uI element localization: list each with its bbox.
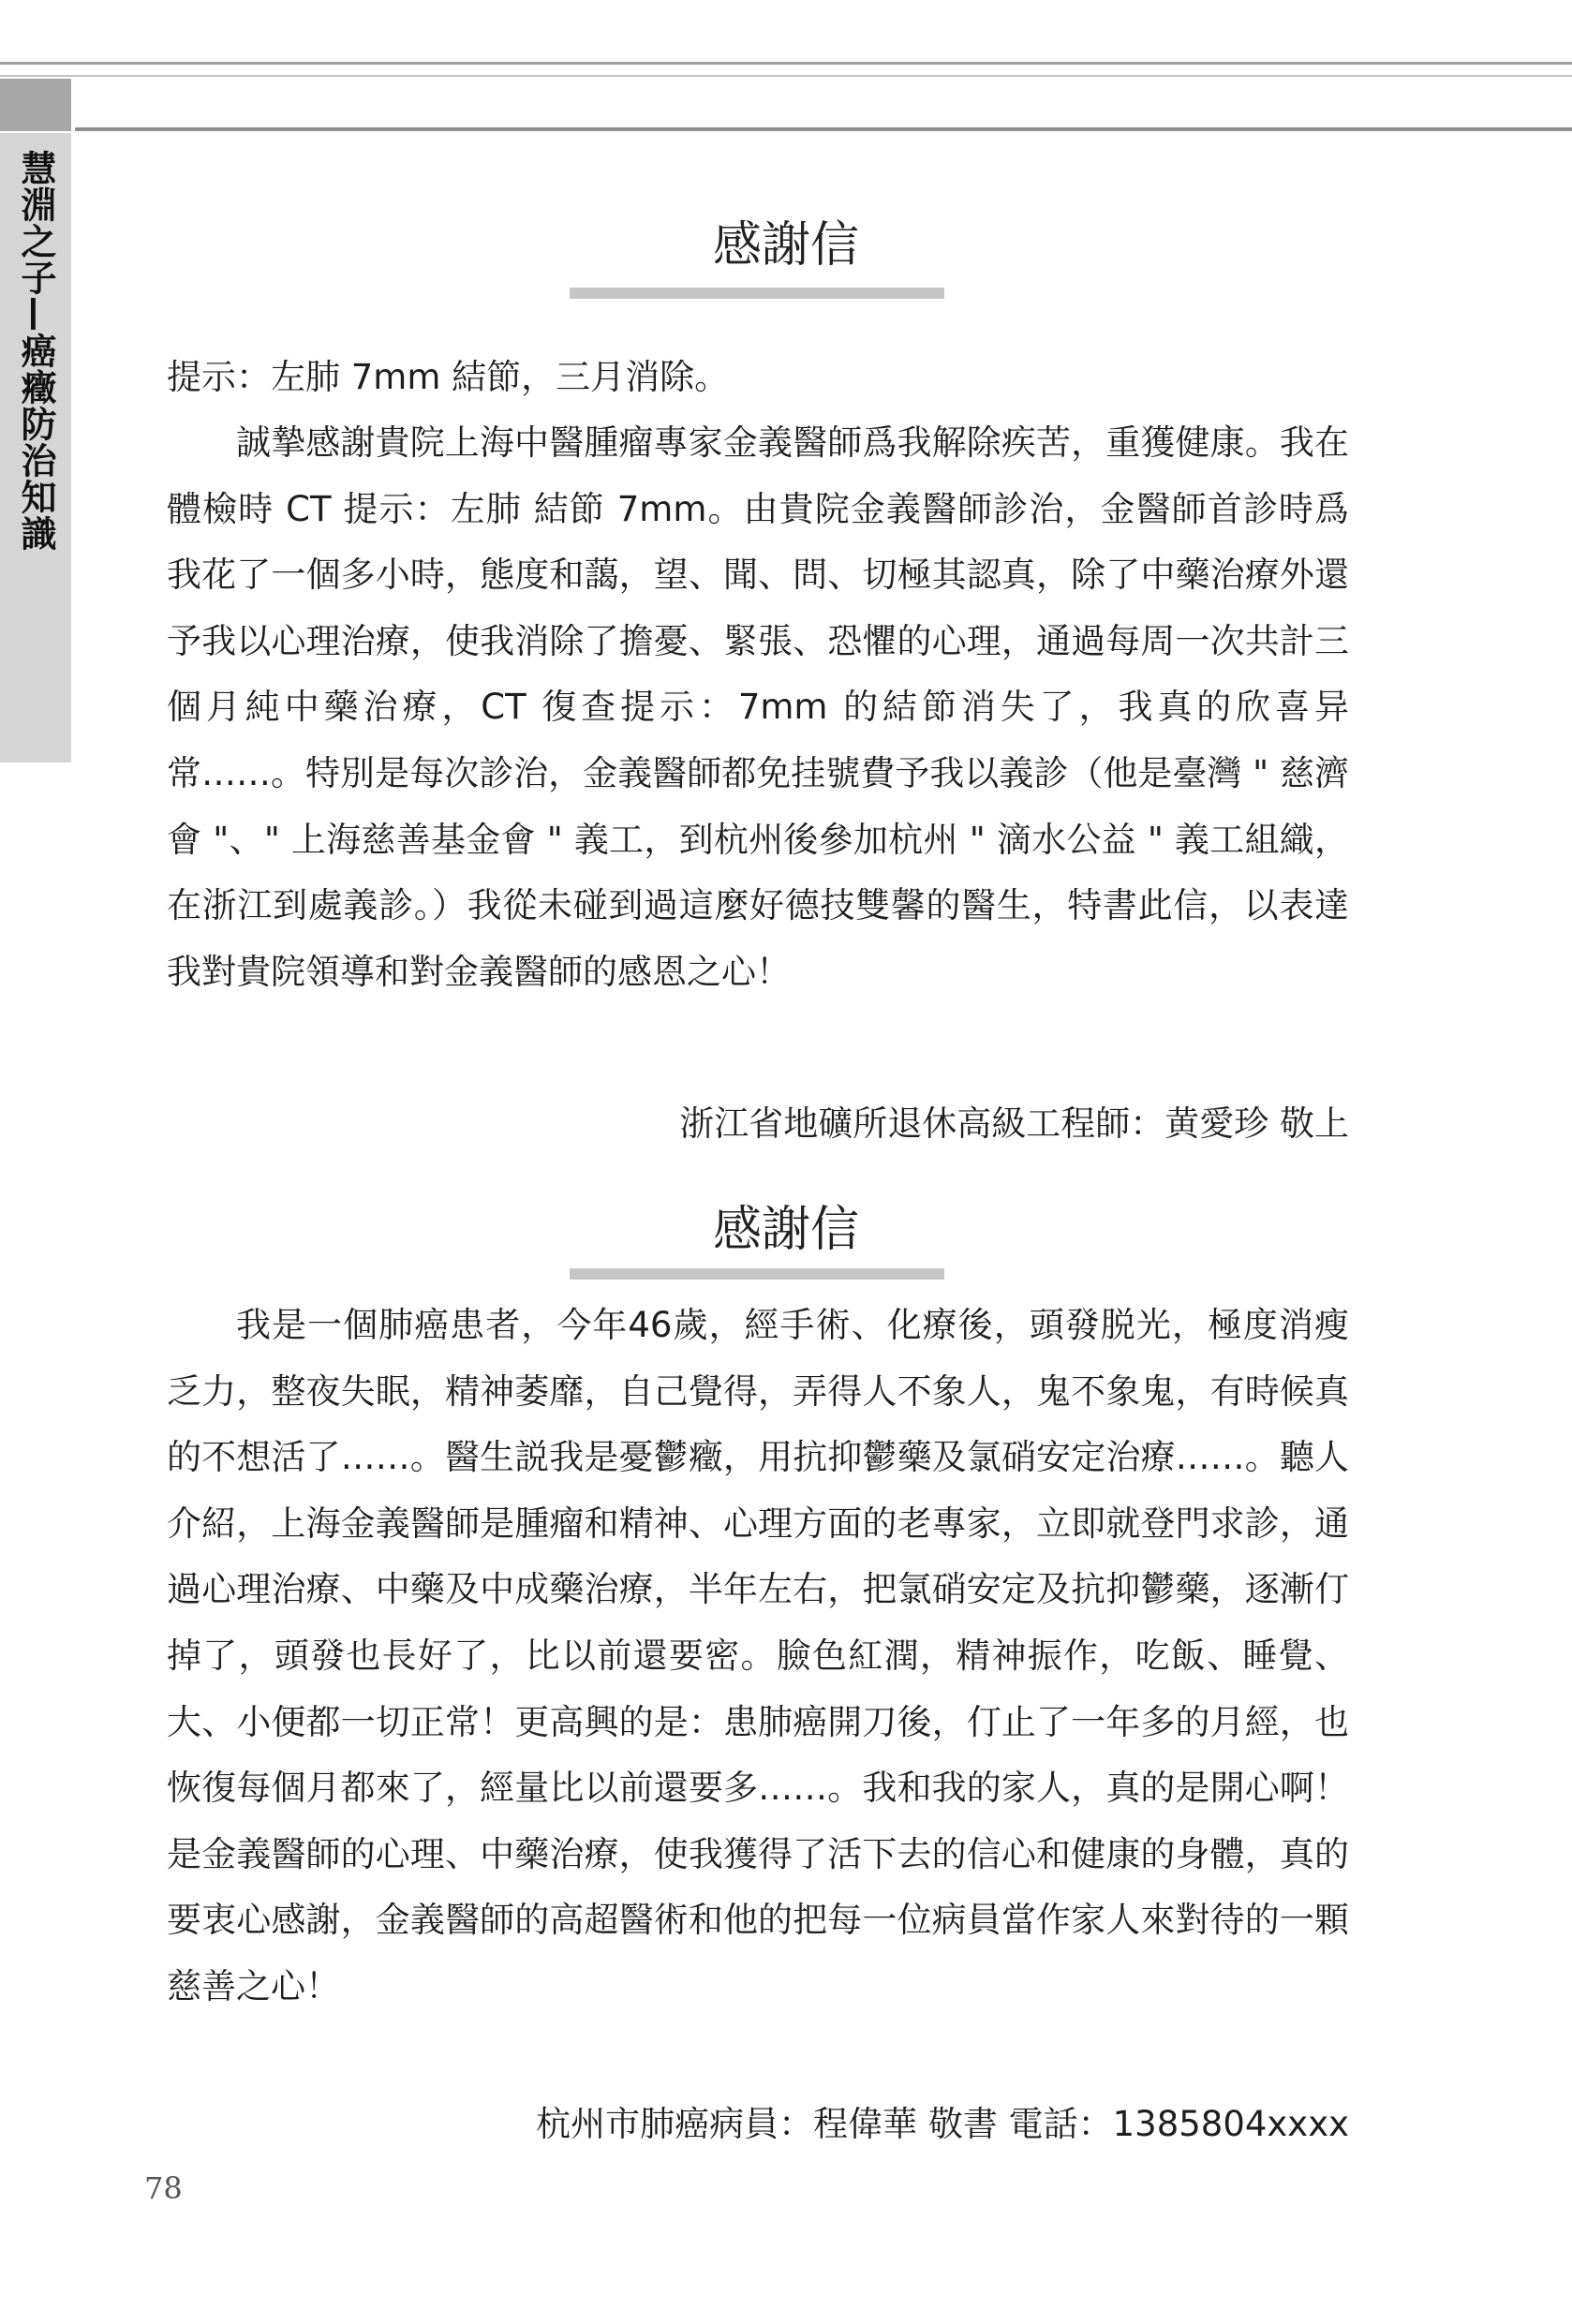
- header-corner-block: [0, 79, 71, 131]
- letter1-title-underline: [570, 288, 944, 299]
- letter1-signature: 浙江省地礦所退休高級工程師：黄愛珍 敬上: [679, 1103, 1349, 1144]
- letter2-body: 我是一個肺癌患者，今年46歲，經手術、化療後，頭發脱光，極度消瘦乏力，整夜失眠，精神萎靡，自己覺得，弄得人不象人，鬼不象鬼，有時候真的不想活了……。醫生説我是憂鬱癥，用抗抑鬱藥及氯硝安定治療……。聽人介紹，上海金義醫師是腫瘤和精神、心理方面的老專家，立即就登門求診，通過心理治療、中藥及中成藥治療，半年左右，把氯硝安定及抗抑鬱藥，逐漸仃掉了，頭發也長好了，比以前還要密。臉色紅潤，精神振作，吃飯、睡覺、大、小便都一切正常！更高興的是：患肺癌開刀後，仃止了一年多的月經，也恢復每個月都來了，經量比以前還要多……。我和我的家人，真的是開心啊！是金義醫師的心理、中藥治療，使我獲得了活下去的信心和健康的身體，真的要衷心感謝，金義醫師的高超醫術和他的把每一位病員當作家人來對待的一顆慈善之心！: [167, 1305, 1349, 2006]
- letter2-title: 感謝信: [712, 1202, 859, 1258]
- header-rule: [75, 127, 1572, 131]
- letter1-title: 感謝信: [712, 217, 859, 274]
- letter2-signature: 杭州市肺癌病員：程偉華 敬書 電話：1385804xxxx: [536, 2104, 1349, 2144]
- page-number: 78: [144, 2170, 183, 2206]
- letter1-body: 誠摯感謝貴院上海中醫腫瘤專家金義醫師爲我解除疾苦，重獲健康。我在體檢時 CT 提示：左肺 結節 7mm。由貴院金義醫師診治，金醫師首診時爲我花了一個多小時，態度和藹，望、聞、問、切極其認真，除了中藥治療外還予我以心理治療，使我消除了擔憂、緊張、恐懼的心理，通過每周一次共計三個月純中藥治療，CT 復查提示：7mm 的結節消失了，我真的欣喜异常……。特別是每次診治，金義醫師都免挂號費予我以義診（他是臺灣 " 慈濟會 "、" 上海慈善基金會 " 義工，到杭州後參加杭州 " 滴水公益 " 義工組織，在浙江到處義診。）我從未碰到過這麼好德技雙馨的醫生，特書此信，以表達我對貴院領導和對金義醫師的感恩之心！: [167, 422, 1349, 992]
- header-rule-top: [0, 62, 1572, 65]
- letter2-title-underline: [570, 1268, 944, 1280]
- letter1-hint: 提示：左肺 7mm 結節，三月消除。: [167, 357, 730, 397]
- header-rule-thin: [0, 75, 1572, 77]
- side-section-title: 慧淵之子—癌癥防治知識: [15, 150, 56, 552]
